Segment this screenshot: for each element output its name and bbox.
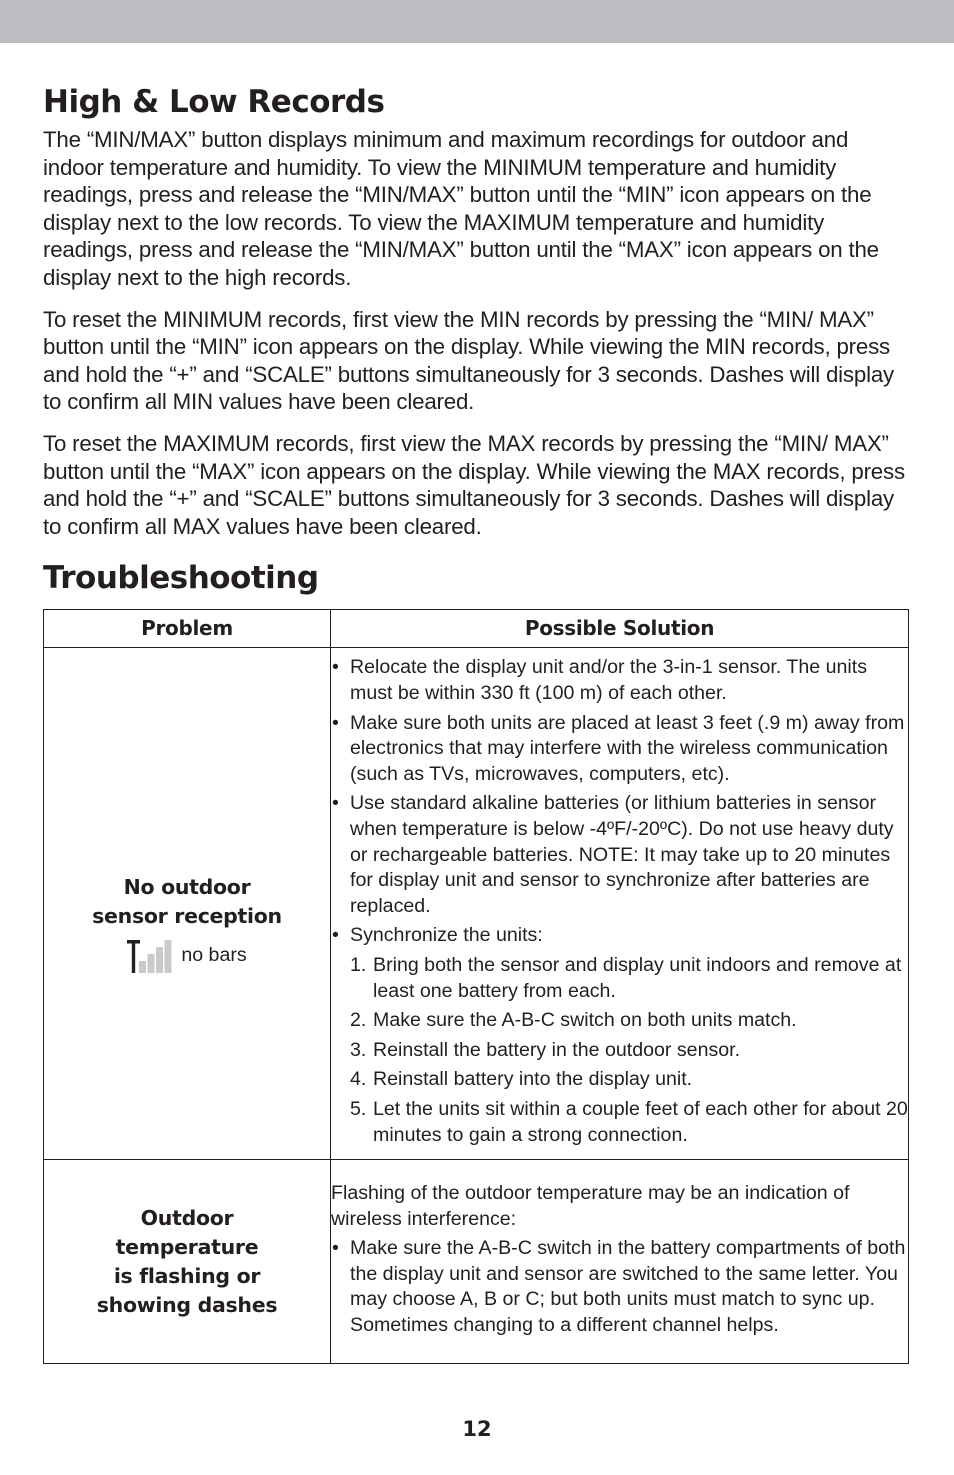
solution-cell — [331, 1160, 909, 1364]
signal-indicator — [44, 939, 330, 973]
problem-label: Outdoor temperature is flashing or showing dashes — [96, 1205, 278, 1317]
signal-no-bars-icon — [127, 939, 173, 973]
high-low-records-title: High & Low Records — [43, 84, 385, 120]
troubleshooting-title: Troubleshooting — [43, 560, 319, 597]
signal-caption: no bars — [181, 944, 247, 967]
list-item — [331, 923, 908, 1148]
problem-cell — [44, 648, 331, 1160]
list-item: • Make sure both units are placed at least 3 feet (.9 m) away from electronics that may interfere with the wireless communication (such as TVs, microwaves, computers, etc). — [331, 711, 908, 788]
solution-cell — [331, 648, 909, 1160]
solution-bullet-list — [331, 1236, 908, 1338]
header-band — [0, 0, 954, 43]
list-item: 3. Reinstall the battery in the outdoor sensor. — [350, 1038, 741, 1061]
high-low-paragraph-1: The “MIN/MAX” button displays minimum and maximum recordings for outdoor and indoor temperature and humidity. To view the MINIMUM temperature and humidity readings, press and release the “MIN/MAX” button until the “MIN” icon appears on the display next to the low records. To view the MAXIMUM temperature and humidity readings, press and release the “MIN/MAX” button until the “MAX” icon appears on the display next to the high records. — [43, 127, 879, 290]
troubleshooting-table — [43, 609, 909, 1364]
sync-steps-list — [350, 953, 908, 1148]
list-item: • Make sure the A-B-C switch in the battery compartments of both the display unit and sensor are switched to the same letter. You may choose A, B or C; but both units must match to sync up. Sometimes changing to a different channel helps. — [331, 1236, 908, 1338]
high-low-paragraph-3: To reset the MAXIMUM records, first view the MAX records by pressing the “MIN/ MAX” button until the “MAX” icon appears on the display. While viewing the MAX records, press and hold the “+” and “SCALE” buttons simultaneously for 3 seconds. Dashes will display to confirm all MAX values have been cleared. — [43, 430, 905, 539]
list-item: 5. Let the units sit within a couple feet of each other for about 20 minutes to gain a strong connection. — [350, 1097, 908, 1146]
table-row — [44, 648, 909, 1160]
solution-column-header: Possible Solution — [331, 610, 909, 648]
table-header-row — [44, 610, 909, 648]
page-number: 12 — [462, 1417, 492, 1441]
problem-label: No outdoor sensor reception — [92, 874, 282, 928]
high-low-paragraph-2: To reset the MINIMUM records, first view the MIN records by pressing the “MIN/ MAX” button until the “MIN” icon appears on the display. While viewing the MIN records, press and hold the “+” and “SCALE” buttons simultaneously for 3 seconds. Dashes will display to confirm all MIN values have been cleared. — [43, 306, 894, 415]
list-item: • Use standard alkaline batteries (or lithium batteries in sensor when temperature is below -4ºF/-20ºC). Do not use heavy duty or rechargeable batteries. NOTE: It may take up to 20 minutes for display unit and sensor to synchronize after batteries are replaced. — [331, 791, 908, 919]
list-item: 1. Bring both the sensor and display unit indoors and remove at least one battery from each. — [350, 954, 902, 1002]
page-content — [43, 78, 909, 1364]
problem-column-header: Problem — [44, 610, 331, 648]
list-item: 2. Make sure the A-B-C switch on both units match. — [350, 1009, 797, 1032]
table-row — [44, 1160, 909, 1364]
sync-units-label: Synchronize the units: — [350, 924, 543, 947]
problem-cell — [44, 1160, 331, 1364]
solution-intro: Flashing of the outdoor temperature may be an indication of wireless interference: — [331, 1182, 850, 1230]
list-item: 4. Reinstall battery into the display unit. — [350, 1068, 693, 1091]
solution-bullet-list — [331, 655, 908, 1148]
list-item: • Relocate the display unit and/or the 3-in-1 sensor. The units must be within 330 ft (100 m) of each other. — [331, 655, 908, 706]
